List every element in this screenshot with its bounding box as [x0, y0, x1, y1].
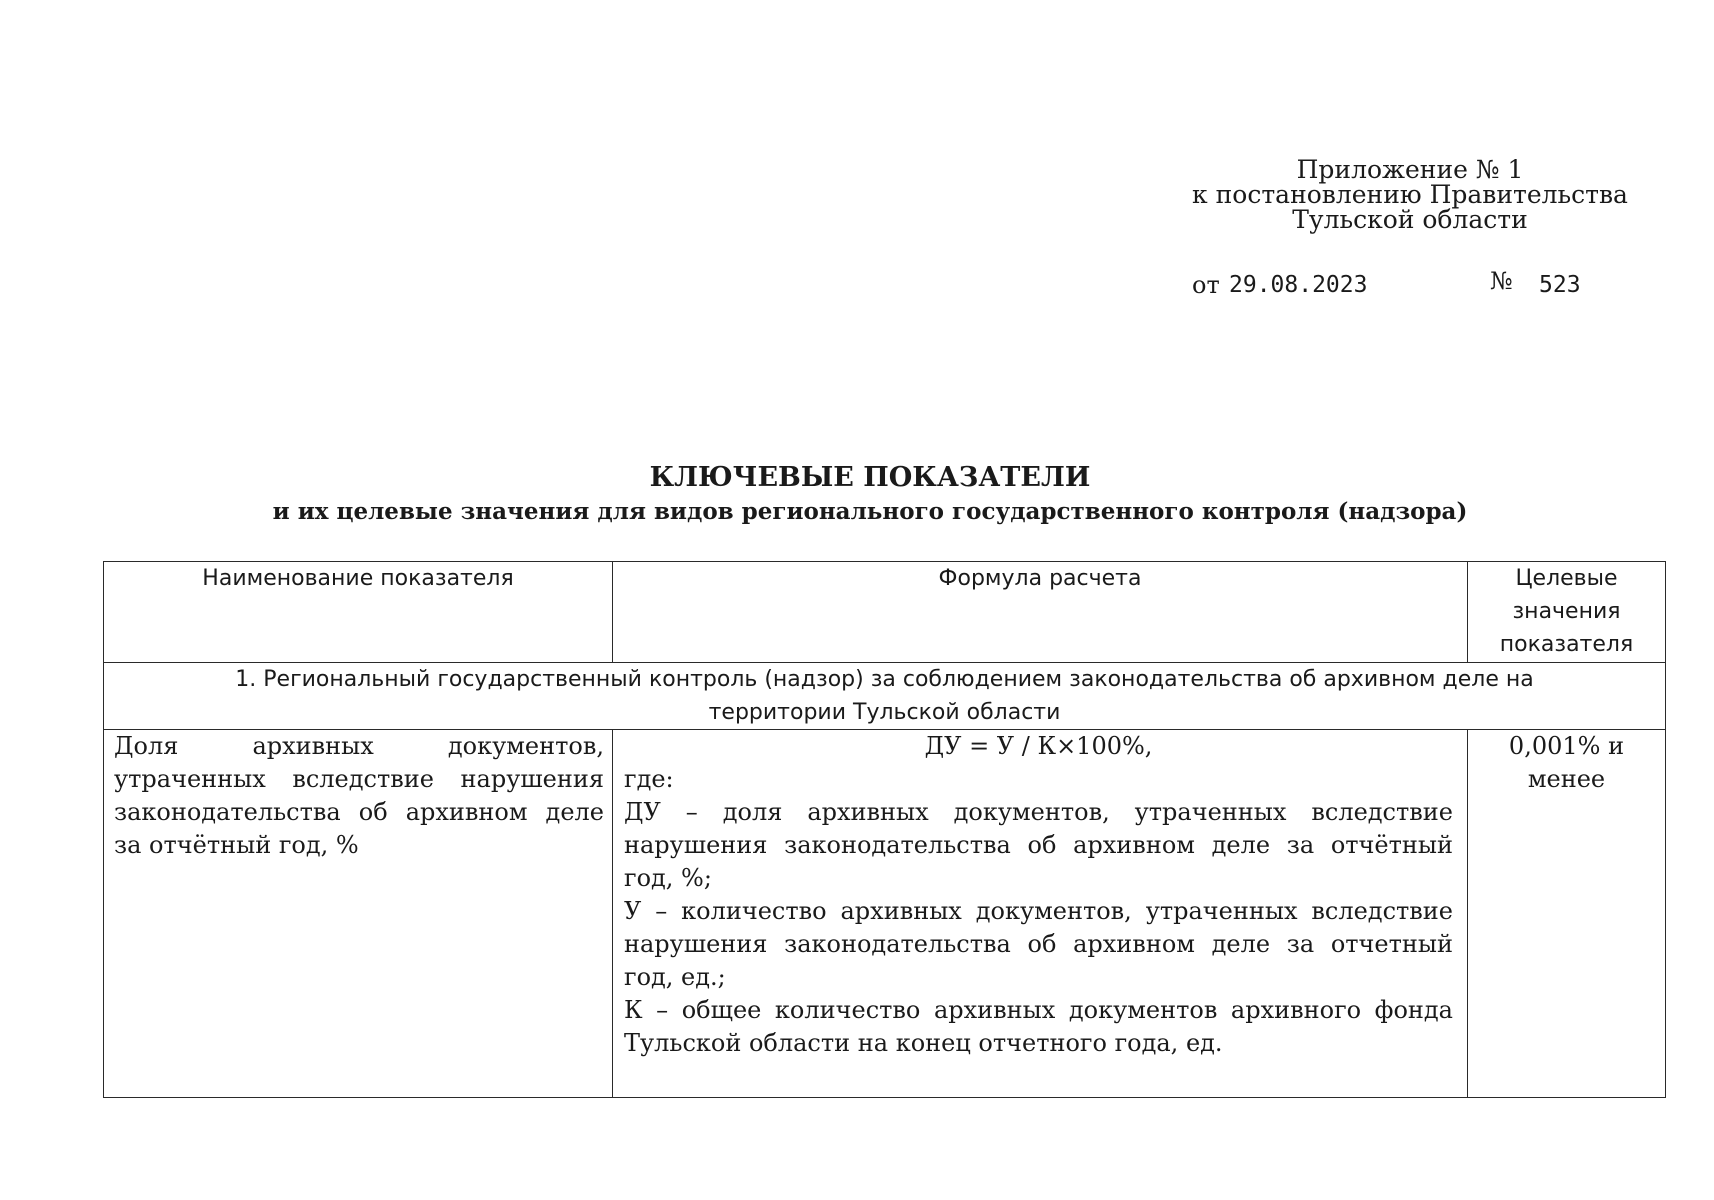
indicator-target-value: 0,001% и менее: [1508, 732, 1625, 793]
indicators-table: [103, 561, 1666, 1098]
document-subtitle: и их целевые значения для видов регионального государственного контроля (надзора): [272, 498, 1468, 525]
formula-definition-du: ДУ – доля архивных документов, утраченных вследствие нарушения законодательства об архивном деле за отчётный год, %;: [624, 798, 1453, 892]
decree-date: 29.08.2023: [1229, 272, 1368, 298]
table-header-row: [104, 562, 1666, 663]
header-name: Наименование показателя: [104, 562, 613, 663]
appendix-line-1: Приложение № 1: [1296, 155, 1524, 184]
section-title-text: 1. Региональный государственный контроль (надзор) за соблюдением законодательства об архивном деле на территории Тульской области: [235, 667, 1534, 725]
indicator-formula: [613, 730, 1468, 1098]
document-title: КЛЮЧЕВЫЕ ПОКАЗАТЕЛИ: [649, 462, 1091, 493]
appendix-line-3: Тульской области: [1292, 205, 1528, 234]
table-row: [104, 730, 1666, 1098]
formula-definition-k: К – общее количество архивных документов архивного фонда Тульской области на конец отчетного года, ед.: [624, 996, 1453, 1057]
header-target: Целевые значения показателя: [1468, 562, 1666, 663]
appendix-block: [1160, 157, 1660, 232]
decree-number-sign: №: [1490, 267, 1513, 295]
indicator-target: [1468, 730, 1666, 1098]
formula-expression: ДУ = У / К×100%,: [924, 732, 1153, 760]
formula-definition-u: У – количество архивных документов, утраченных вследствие нарушения законодательства об архивном деле за отчетный год, ед.;: [624, 897, 1453, 991]
formula-where: где:: [624, 765, 674, 793]
indicator-name: Доля архивных документов, утраченных вследствие нарушения законодательства об архивном деле за отчётный год, %: [104, 730, 613, 1098]
section-title: [104, 663, 1666, 730]
table-section-row: [104, 663, 1666, 730]
decree-date-prefix: от: [1192, 271, 1220, 299]
appendix-line-2: к постановлению Правительства: [1192, 180, 1628, 209]
decree-number: 523: [1539, 272, 1581, 298]
header-formula: Формула расчета: [613, 562, 1468, 663]
